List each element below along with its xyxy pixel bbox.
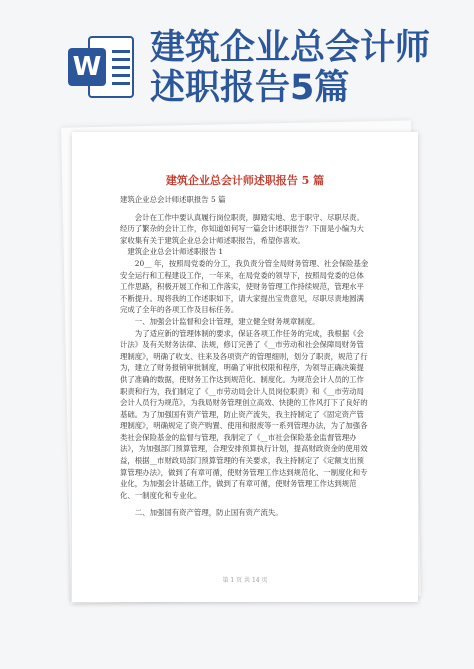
header-banner: [0, 0, 474, 120]
doc-paragraph: 建筑企业总会计师述职报告 1: [127, 247, 224, 257]
doc-paragraph: 二、加强国有资产管理，防止国有资产流失。: [134, 508, 283, 518]
doc-paragraph: 20__ 年，按照局党委的分工，我负责分管全局财务管理、社会保险基金安全运行和工程建设工作，一年来，在局党委的领导下，按照局党委的总体工作思路，积极开展工作和工作落实，使财务管理工作持续规范，管理水平不断提升。现将我的工作述职如下，请大家提出宝贵意见，尽职尽责地圆满完成了全年的各项工作及目标任务。: [120, 258, 369, 315]
page-title-line-1: 建筑企业总会计师: [150, 28, 431, 68]
page-title-line-2: 述职报告5篇: [150, 68, 350, 108]
word-document-icon: [68, 36, 134, 98]
page-number: 第 1 页 共 14 页: [222, 577, 268, 584]
doc-paragraph: 一、加强会计监督和会计管理，建立健全财务规章制度。: [134, 316, 320, 326]
doc-paragraph: 为了适应新的管理体制的要求，保证各项工作任务的完成，我根据《会计法》及有关财务法律、法规，修订完善了《__市劳动和社会保障局财务管理制度》，明确了收支、往来及各项资产的管理细则，划分了职责，规范了行为，建立了财务报销审批制度，明确了审批权限和程序，为领导正确决策提供了准确的数据，使财务工作达到规范化、制度化。为规范会计人员的工作职责和行为，我们制定了《__市劳动局会计人员岗位职责》和《__市劳动局会计人员行为规范》，为我局财务管理创立高效、快捷的工作风打下了良好的基础。为了加强国有资产管理，防止资产流失，我主持制定了《固定资产管理制度》，明确规定了资产购置、使用和报废等一系列管理办法，为了加强各类社会保险基金的监督与管理，我制定了《__市社会保险基金监督管理办法》，为加强部门预算管理，合理安排预算执行计划，提高财政资金的使用效益，根据__市财政局部门预算管理的有关要求，我主持制定了《定额支出预算管理办法》，做到了有章可循，使财务管理工作达到规范化、一制度化和专业化，为加强会计基础工作，做到了有章可循，使财务管理工作达到规范化、一制度化和专业化。: [120, 328, 368, 500]
page-title: [150, 28, 470, 108]
doc-paragraph: 建筑企业总会计师述职报告 5 篇: [120, 195, 226, 204]
document-body: [120, 194, 370, 519]
doc-paragraph: 会计在工作中要认真履行岗位职责，脚踏实地、忠于职守、尽职尽责。经历了繁杂的会计工作，你知道如何写一篇会计述职报告？下面是小编为大家收集有关于建筑企业总会计师述职报告，希望你喜欢。: [120, 212, 364, 245]
word-badge: W: [68, 48, 106, 86]
document-preview: [72, 132, 418, 602]
document-title: 建筑企业总会计师述职报告 5 篇: [165, 174, 325, 187]
